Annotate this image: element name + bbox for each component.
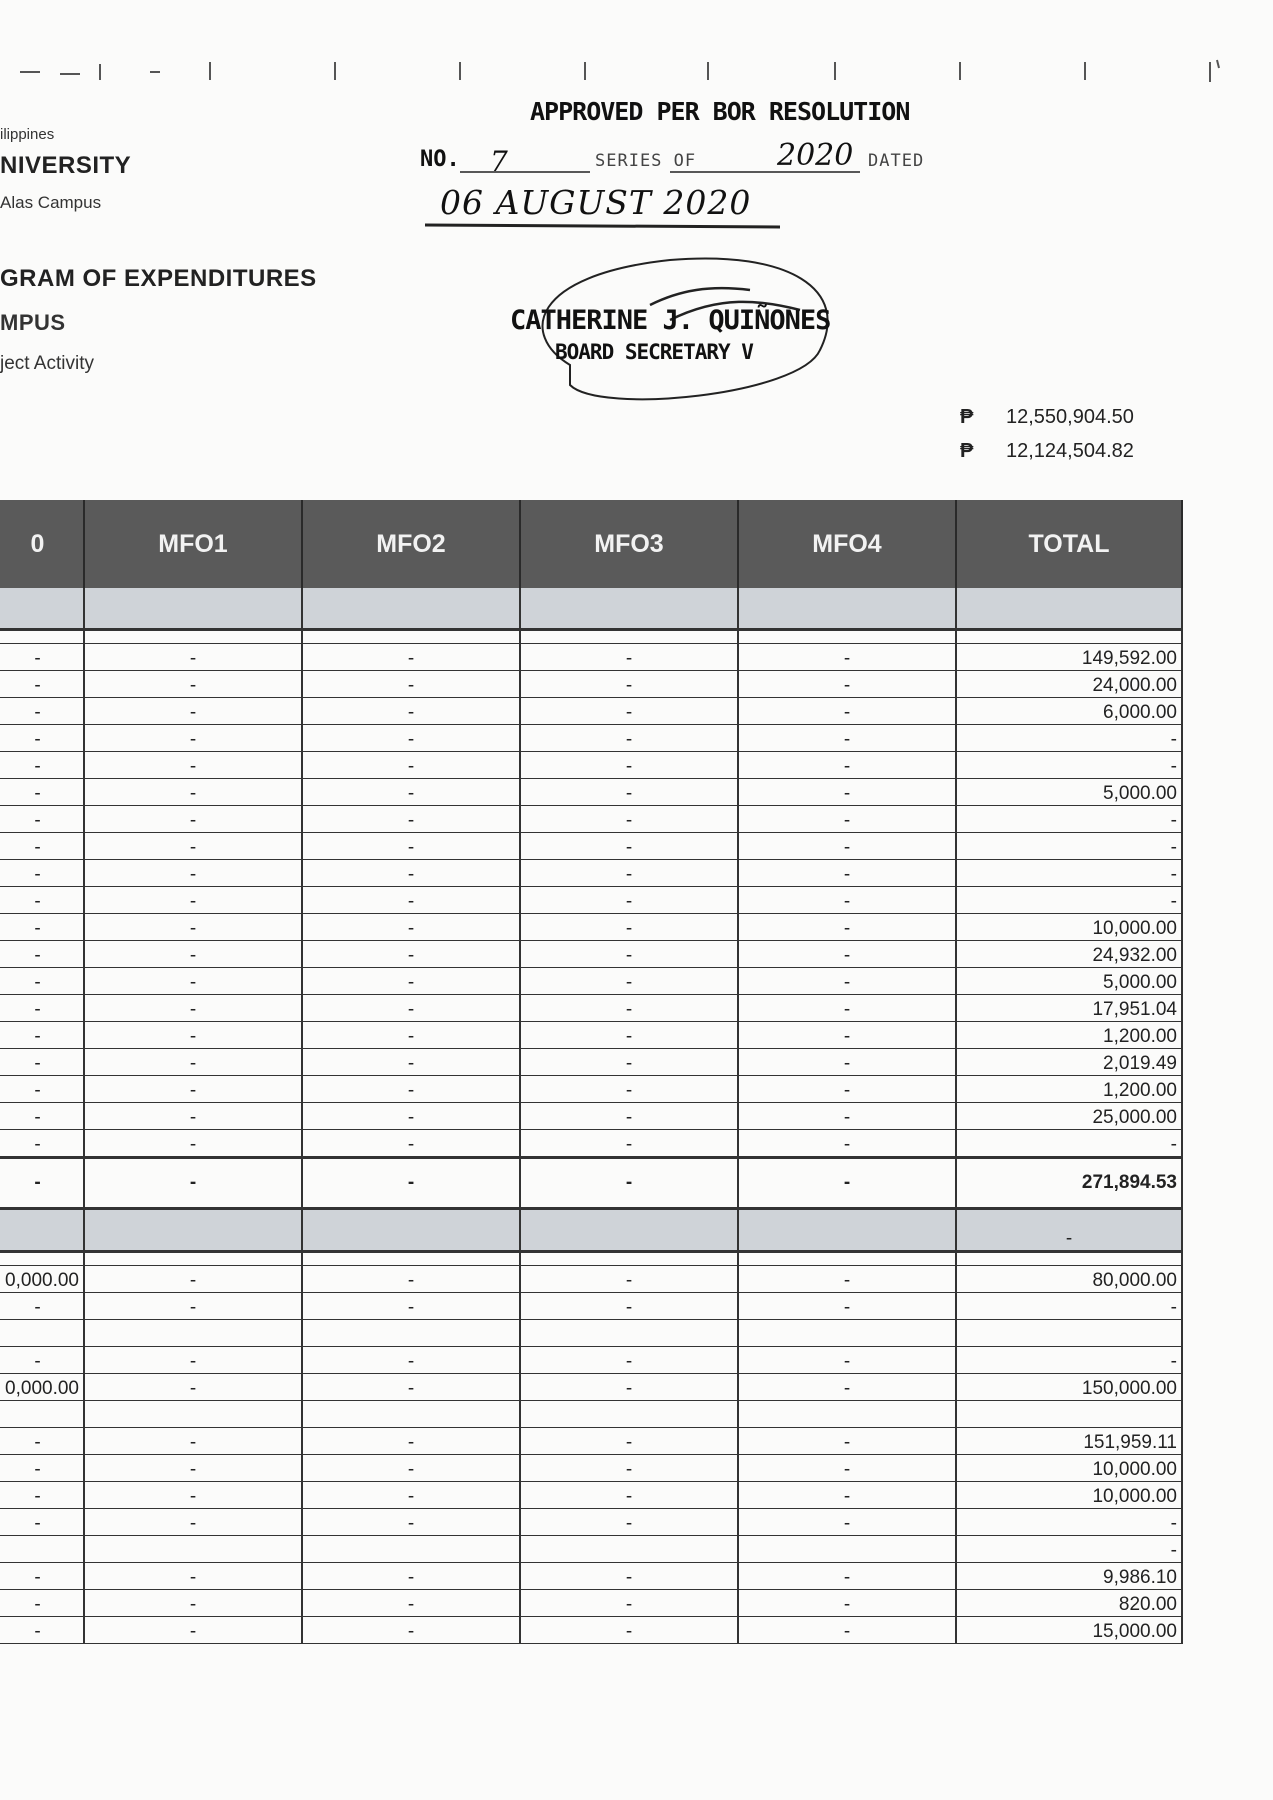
table-cell: - [302, 1428, 520, 1455]
table-cell [302, 1209, 520, 1252]
table-cell: - [520, 1509, 738, 1536]
table-cell: - [84, 644, 302, 671]
table-row [0, 1590, 1182, 1617]
table-cell: - [738, 1617, 956, 1644]
table-cell: - [520, 779, 738, 806]
table-cell: - [84, 1130, 302, 1158]
table-cell: - [520, 1130, 738, 1158]
table-row [0, 941, 1182, 968]
table-cell: 10,000.00 [956, 1455, 1182, 1482]
resolution-number: 7 [490, 145, 508, 178]
table-cell: - [302, 1563, 520, 1590]
table-cell: - [302, 1455, 520, 1482]
table-cell: - [0, 1347, 84, 1374]
table-cell: - [84, 833, 302, 860]
table-cell: - [302, 644, 520, 671]
table-cell [738, 1401, 956, 1428]
table-row [0, 779, 1182, 806]
table-cell: - [520, 1563, 738, 1590]
table-cell: - [84, 1455, 302, 1482]
col-header-total: TOTAL [956, 500, 1182, 588]
peso-symbol-2: ₱ [960, 440, 974, 462]
table-cell: - [84, 1076, 302, 1103]
table-cell: - [0, 968, 84, 995]
table-cell [520, 588, 738, 630]
approval-stamp [420, 95, 980, 415]
table-row [0, 1022, 1182, 1049]
table-cell: - [520, 1482, 738, 1509]
stamp-title: APPROVED PER BOR RESOLUTION [530, 97, 910, 126]
university-name: NIVERSITY [0, 152, 132, 179]
table-cell: - [302, 1049, 520, 1076]
table-cell: - [302, 806, 520, 833]
table-cell: - [520, 644, 738, 671]
table-cell [0, 1252, 84, 1266]
table-cell: - [0, 1076, 84, 1103]
table-cell: 271,894.53 [956, 1158, 1182, 1209]
table-cell: - [84, 1428, 302, 1455]
table-cell: - [738, 698, 956, 725]
table-cell: - [0, 1158, 84, 1209]
table-row [0, 1482, 1182, 1509]
table-cell: 5,000.00 [956, 779, 1182, 806]
table-cell: - [84, 1617, 302, 1644]
table-cell: 24,000.00 [956, 671, 1182, 698]
table-cell [84, 1536, 302, 1563]
table-cell [956, 588, 1182, 630]
table-cell: - [84, 968, 302, 995]
table-cell: - [302, 1103, 520, 1130]
table-cell [738, 1320, 956, 1347]
table-cell: - [520, 860, 738, 887]
table-cell: - [302, 698, 520, 725]
table-cell: - [520, 1617, 738, 1644]
table-cell: 80,000.00 [956, 1266, 1182, 1293]
table-cell: 1,200.00 [956, 1076, 1182, 1103]
table-cell [302, 1401, 520, 1428]
table-cell: - [0, 1563, 84, 1590]
table-cell: - [520, 671, 738, 698]
table-cell: - [0, 1482, 84, 1509]
table-cell: - [302, 1158, 520, 1209]
table-cell [84, 588, 302, 630]
table-cell [738, 1209, 956, 1252]
table-cell [84, 1320, 302, 1347]
table-row [0, 644, 1182, 671]
table-row [0, 1293, 1182, 1320]
table-cell: 5,000.00 [956, 968, 1182, 995]
table-cell: - [0, 833, 84, 860]
table-cell: - [84, 860, 302, 887]
table-cell: - [84, 1103, 302, 1130]
table-cell: - [738, 644, 956, 671]
table-cell: - [302, 1022, 520, 1049]
signatory-name: CATHERINE J. QUIÑONES [510, 305, 831, 336]
table-cell: - [738, 1293, 956, 1320]
table-cell: - [520, 1455, 738, 1482]
table-cell: - [956, 1536, 1182, 1563]
table-cell [0, 1320, 84, 1347]
table-cell [520, 1401, 738, 1428]
table-cell: - [738, 1049, 956, 1076]
spacer-row [0, 1252, 1182, 1266]
table-cell [0, 1536, 84, 1563]
table-cell: - [520, 806, 738, 833]
table-cell [738, 630, 956, 644]
table-cell: - [0, 1428, 84, 1455]
table-cell: - [302, 1293, 520, 1320]
table-cell: - [738, 1374, 956, 1401]
table-cell: - [520, 1347, 738, 1374]
expenditure-table [0, 500, 1183, 1644]
table-cell: - [738, 725, 956, 752]
table-cell: - [520, 914, 738, 941]
table-cell: - [302, 1347, 520, 1374]
table-body [0, 588, 1182, 1644]
col-header-mfo4: MFO4 [738, 500, 956, 588]
table-row [0, 1617, 1182, 1644]
table-cell: 1,200.00 [956, 1022, 1182, 1049]
table-cell: - [956, 1347, 1182, 1374]
table-row [0, 860, 1182, 887]
table-cell: - [84, 1509, 302, 1536]
table-cell: - [84, 1590, 302, 1617]
table-cell: - [302, 1590, 520, 1617]
stamp-lines [420, 95, 980, 415]
table-cell: - [302, 1130, 520, 1158]
table-cell: - [738, 779, 956, 806]
table-cell: 15,000.00 [956, 1617, 1182, 1644]
table-cell: - [0, 779, 84, 806]
table-cell [0, 1209, 84, 1252]
table-cell: - [738, 1590, 956, 1617]
peso-symbol-1: ₱ [960, 406, 974, 428]
table-cell: 149,592.00 [956, 644, 1182, 671]
table-cell [738, 1252, 956, 1266]
table-cell [302, 1320, 520, 1347]
table-cell: - [520, 698, 738, 725]
table-cell: - [738, 1076, 956, 1103]
table-cell [956, 1320, 1182, 1347]
table-cell [956, 1401, 1182, 1428]
table-row [0, 833, 1182, 860]
table-cell: - [738, 914, 956, 941]
table-cell: - [0, 887, 84, 914]
col-header-0: 0 [0, 500, 84, 588]
table-cell: - [520, 1049, 738, 1076]
table-cell: - [302, 725, 520, 752]
table-cell: - [302, 1076, 520, 1103]
table-cell: - [302, 1374, 520, 1401]
table-cell: - [738, 1130, 956, 1158]
table-cell: - [0, 1103, 84, 1130]
table-cell: - [0, 644, 84, 671]
table-cell [738, 1536, 956, 1563]
table-cell: - [956, 752, 1182, 779]
table-cell: - [956, 1293, 1182, 1320]
table-cell: - [520, 833, 738, 860]
table-cell: - [520, 1590, 738, 1617]
table-cell: 17,951.04 [956, 995, 1182, 1022]
series-label: SERIES OF [595, 151, 697, 171]
campus-title: MPUS [0, 310, 66, 335]
table-cell: - [84, 941, 302, 968]
table-cell: - [302, 1266, 520, 1293]
table-cell: - [84, 752, 302, 779]
col-header-mfo3: MFO3 [520, 500, 738, 588]
table-cell: - [302, 860, 520, 887]
table-cell [84, 1252, 302, 1266]
table-cell: - [84, 887, 302, 914]
table-row [0, 887, 1182, 914]
table-cell: - [520, 1158, 738, 1209]
section-band [0, 1209, 1182, 1252]
table-cell: - [956, 887, 1182, 914]
table-cell [302, 588, 520, 630]
table-cell [956, 1252, 1182, 1266]
table-cell: - [956, 725, 1182, 752]
table-cell: - [0, 914, 84, 941]
table-cell [0, 630, 84, 644]
table-cell: - [84, 1022, 302, 1049]
table-cell [0, 1401, 84, 1428]
table-cell: - [84, 698, 302, 725]
table-cell: - [520, 968, 738, 995]
table-cell: 25,000.00 [956, 1103, 1182, 1130]
table-cell: - [84, 995, 302, 1022]
program-title: GRAM OF EXPENDITURES [0, 265, 317, 292]
section-total-row [0, 1158, 1182, 1209]
table-cell: - [302, 1617, 520, 1644]
section-band [0, 588, 1182, 630]
table-cell: - [520, 752, 738, 779]
table-cell: - [302, 995, 520, 1022]
table-cell: - [956, 806, 1182, 833]
table-cell: - [956, 1209, 1182, 1252]
table-cell: - [84, 779, 302, 806]
table-cell: - [0, 1049, 84, 1076]
table-row [0, 698, 1182, 725]
table-cell: - [520, 1103, 738, 1130]
table-cell: - [302, 1482, 520, 1509]
table-cell: 10,000.00 [956, 914, 1182, 941]
table-row [0, 1536, 1182, 1563]
table-cell: - [0, 725, 84, 752]
table-cell: - [520, 1428, 738, 1455]
table-cell: - [956, 1130, 1182, 1158]
table-row [0, 1347, 1182, 1374]
table-cell [84, 1401, 302, 1428]
table-cell: - [520, 887, 738, 914]
table-cell: 10,000.00 [956, 1482, 1182, 1509]
table-cell: - [520, 1293, 738, 1320]
table-cell [0, 588, 84, 630]
table-cell: - [84, 1266, 302, 1293]
table-cell: - [302, 914, 520, 941]
table-cell [956, 630, 1182, 644]
resolution-year: 2020 [777, 138, 854, 173]
table-cell: 150,000.00 [956, 1374, 1182, 1401]
table-cell: - [520, 995, 738, 1022]
col-header-mfo2: MFO2 [302, 500, 520, 588]
dated-label: DATED [868, 151, 925, 171]
table-cell: 151,959.11 [956, 1428, 1182, 1455]
table-cell [520, 1252, 738, 1266]
table-cell: - [0, 671, 84, 698]
table-cell: - [520, 1266, 738, 1293]
table-cell: - [84, 725, 302, 752]
table-cell: - [302, 833, 520, 860]
table-row [0, 752, 1182, 779]
table-cell: - [0, 806, 84, 833]
signatory-position: BOARD SECRETARY V [555, 340, 753, 364]
table-cell: - [0, 1022, 84, 1049]
table-cell [84, 1209, 302, 1252]
table-cell: - [302, 968, 520, 995]
table-row [0, 1103, 1182, 1130]
table-row [0, 995, 1182, 1022]
table-cell: - [0, 1617, 84, 1644]
table-cell: 0,000.00 [0, 1374, 84, 1401]
table-cell: - [738, 671, 956, 698]
table-cell: - [738, 1266, 956, 1293]
table-cell: - [738, 1022, 956, 1049]
table-row [0, 1401, 1182, 1428]
table-cell: - [0, 995, 84, 1022]
table-cell: - [738, 1455, 956, 1482]
budget-value-2: 12,124,504.82 [1006, 440, 1134, 462]
table-cell: - [738, 1482, 956, 1509]
table-row [0, 1320, 1182, 1347]
table-cell: - [738, 941, 956, 968]
col-header-mfo1: MFO1 [84, 500, 302, 588]
table-cell: - [956, 1509, 1182, 1536]
table-cell: - [0, 1293, 84, 1320]
campus-line: Alas Campus [0, 193, 102, 212]
table-cell [302, 1252, 520, 1266]
table-cell: 24,932.00 [956, 941, 1182, 968]
table-cell: - [738, 806, 956, 833]
resolution-date: 06 AUGUST 2020 [440, 183, 752, 222]
table-cell: - [738, 833, 956, 860]
table-cell: - [956, 833, 1182, 860]
table-cell [738, 588, 956, 630]
table-row [0, 671, 1182, 698]
table-row [0, 725, 1182, 752]
table-cell: - [520, 941, 738, 968]
table-cell: - [956, 860, 1182, 887]
table-cell: - [738, 887, 956, 914]
table-cell [520, 630, 738, 644]
table-cell: - [302, 752, 520, 779]
table-cell: - [0, 1509, 84, 1536]
table-row [0, 1374, 1182, 1401]
table-cell: - [520, 725, 738, 752]
table-header-row [0, 500, 1182, 588]
table-cell: - [84, 1347, 302, 1374]
subtitle-line: ject Activity [0, 353, 94, 374]
table-row [0, 968, 1182, 995]
table-cell: - [302, 887, 520, 914]
country-line: ilippines [0, 126, 55, 143]
table-cell: - [84, 806, 302, 833]
table-cell [84, 630, 302, 644]
table-row [0, 1049, 1182, 1076]
budget-value-1: 12,550,904.50 [1006, 406, 1134, 428]
table-cell: - [738, 1428, 956, 1455]
table-cell: 0,000.00 [0, 1266, 84, 1293]
table-cell: - [738, 752, 956, 779]
budget-amount-2 [960, 440, 1134, 463]
table-cell: - [84, 1374, 302, 1401]
table-cell: - [0, 1590, 84, 1617]
stamp-no-label: NO. [420, 147, 460, 172]
table-cell: - [738, 1103, 956, 1130]
table-cell: - [84, 1563, 302, 1590]
table-cell: - [738, 1563, 956, 1590]
table-cell: - [84, 1158, 302, 1209]
table-cell [520, 1320, 738, 1347]
table-cell: - [302, 1509, 520, 1536]
table-cell: - [84, 1482, 302, 1509]
table-cell [302, 1536, 520, 1563]
table-cell: - [520, 1374, 738, 1401]
table-cell: - [0, 1455, 84, 1482]
table-cell: - [302, 779, 520, 806]
table-cell: - [738, 860, 956, 887]
table-row [0, 1455, 1182, 1482]
table-row [0, 1428, 1182, 1455]
table-cell: - [0, 860, 84, 887]
budget-amount-1 [960, 406, 1134, 429]
table-cell: - [84, 671, 302, 698]
table-cell: - [738, 1347, 956, 1374]
table-cell: - [738, 995, 956, 1022]
table-cell: - [738, 1158, 956, 1209]
table-cell: - [520, 1022, 738, 1049]
table-cell: 2,019.49 [956, 1049, 1182, 1076]
table-row [0, 1563, 1182, 1590]
table-cell [302, 630, 520, 644]
table-row [0, 1130, 1182, 1158]
spacer-row [0, 630, 1182, 644]
table-cell: - [0, 698, 84, 725]
table-cell: - [520, 1076, 738, 1103]
table-cell: - [738, 1509, 956, 1536]
table-cell: - [0, 752, 84, 779]
table-cell: 6,000.00 [956, 698, 1182, 725]
table-cell: - [84, 1049, 302, 1076]
table-cell: - [0, 1130, 84, 1158]
table-cell: - [738, 968, 956, 995]
table-row [0, 914, 1182, 941]
table-cell [520, 1536, 738, 1563]
table-cell: - [302, 671, 520, 698]
table-cell: - [0, 941, 84, 968]
table-row [0, 1509, 1182, 1536]
table-row [0, 1266, 1182, 1293]
table-cell: 9,986.10 [956, 1563, 1182, 1590]
table-cell: 820.00 [956, 1590, 1182, 1617]
table-row [0, 1076, 1182, 1103]
table-row [0, 806, 1182, 833]
scan-tick-marks [0, 50, 1273, 90]
table-cell: - [84, 1293, 302, 1320]
table-cell: - [84, 914, 302, 941]
table-cell: - [302, 941, 520, 968]
table-cell [520, 1209, 738, 1252]
